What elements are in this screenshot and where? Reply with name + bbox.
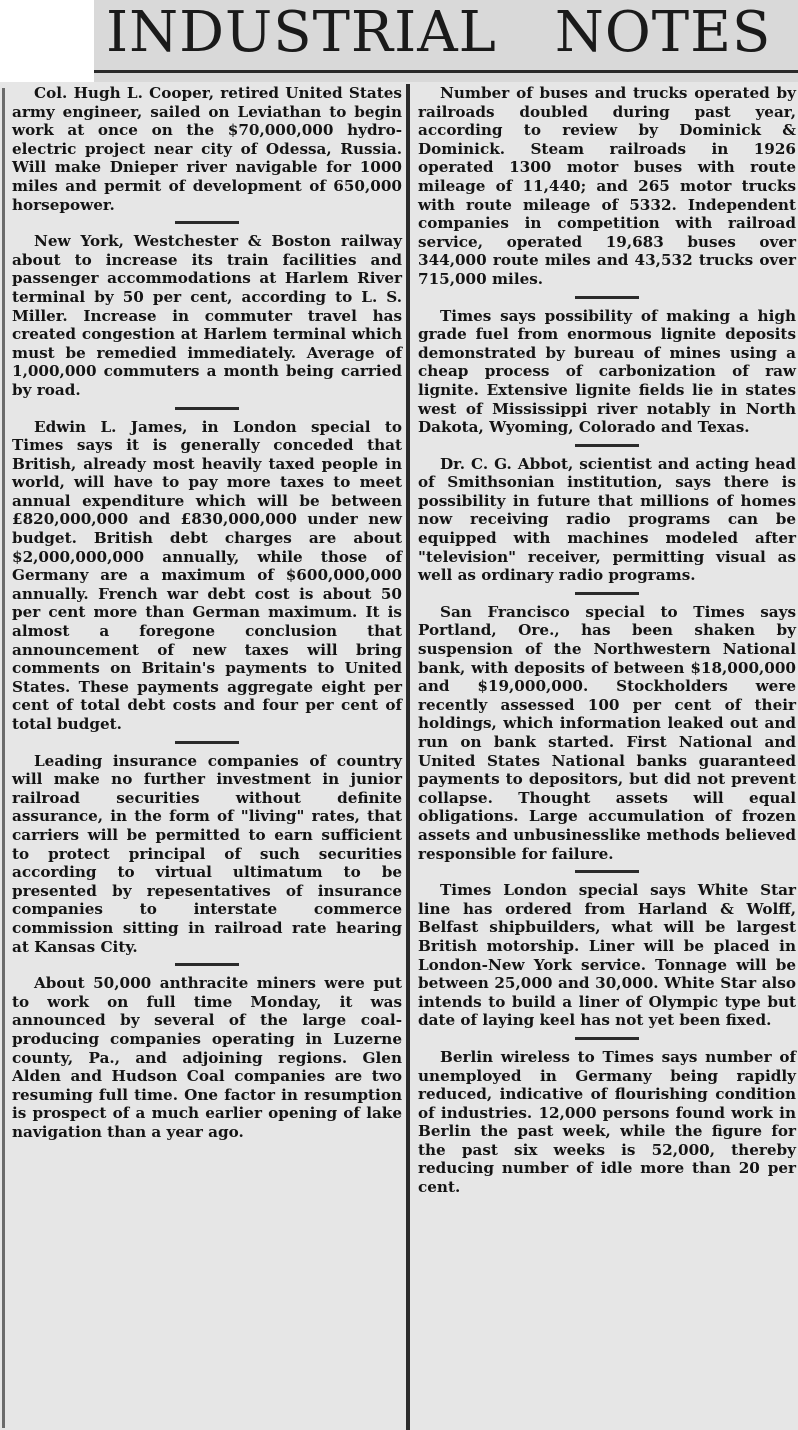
news-item: Leading insurance companies of country will make no further investment in junior railroad securities without definite assurance, in the form of "living" rates, that carriers will be permitted to earn sufficient to protect principal of such securities according to virtual ultimatum to be presented by repesentatives of insurance companies to interstate commerce commission sitting in railroad rate hearing at Kansas City. [12,751,402,956]
news-item: Col. Hugh L. Cooper, retired United States army engineer, sailed on Leviathan to begin work at once on the $70,000,000 hydro-electric project near city of Odessa, Russia. Will make Dnieper river navigable for 1000 miles and permit of development of 650,000 horsepower. [12,84,402,214]
news-item: Times says possibility of making a high grade fuel from enormous lignite deposits demonstrated by bureau of mines using a cheap process of carbonization of raw lignite. Extensive lignite fields lie in states west of Mississippi river notably in North Dakota, Wyoming, Colorado and Texas. [418,306,796,437]
page-title [106,2,786,64]
masthead [94,0,798,82]
right-column [418,84,796,1197]
news-item: New York, Westchester & Boston railway about to increase its train facilities and passenger accommodations at Harlem River terminal by 50 per cent, according to L. S. Miller. Increase in commuter travel has created congestion at Harlem terminal which must be remedied immediately. Average of 1,000,000 commuters a month being carried by road. [12,232,402,399]
page-corner-blank [0,0,94,82]
column-divider [406,84,410,1430]
item-separator [575,296,639,299]
news-item: San Francisco special to Times says Portland, Ore., has been shaken by suspension of the Northwestern National bank, with deposits of between $18,000,000 and $19,000,000. Stockholders were recently assessed 100 per cent of their holdings, which information leaked out and run on bank started. First National and United States National banks guaranteed payments to depositors, but did not prevent collapse. Thought assets will equal obligations. Large accumulation of frozen assets and unbusinesslike methods believed responsible for failure. [418,602,796,863]
news-item: Berlin wireless to Times says number of unemployed in Germany being rapidly reduced, indicative of flourishing condition of industries. 12,000 persons found work in Berlin the past week, while the figure for the past six weeks is 52,000, thereby reducing number of idle more than 20 per cent. [418,1047,796,1197]
item-separator [175,963,239,966]
item-separator [575,592,639,595]
news-item: Times London special says White Star line has ordered from Harland & Wolff, Belfast shipbuilders, what will be largest British motorship. Liner will be placed in London-New York service. Tonnage will be between 25,000 and 30,000. White Star also intends to build a liner of Olympic type but date of laying keel has not yet been fixed. [418,881,796,1030]
left-column [12,84,402,1141]
left-edge-rule [2,88,5,1428]
item-separator [175,741,239,744]
item-separator [175,221,239,224]
item-separator [575,870,639,873]
item-separator [575,1037,639,1040]
item-separator [175,407,239,410]
title-word-notes: NOTES [554,0,772,65]
item-separator [575,444,639,447]
masthead-rule [94,70,798,73]
news-item: Edwin L. James, in London special to Times says it is generally conceded that British, already most heavily taxed people in world, will have to pay more taxes to meet annual expenditure which will be between £820,000,000 and £830,000,000 under new budget. British debt charges are about $2,000,000,000 annually, while those of Germany are a maximum of $600,000,000 annually. French war debt cost is about 50 per cent more than German maximum. It is almost a foregone conclusion that announcement of new taxes will bring comments on Britain's payments to United States. These payments aggregate eight per cent of total debt costs and four per cent of total budget. [12,417,402,733]
news-item: About 50,000 anthracite miners were put to work on full time Monday, it was announced by several of the large coal-producing companies operating in Luzerne county, Pa., and adjoining regions. Glen Alden and Hudson Coal companies are two resuming full time. One factor in resumption is prospect of a much earlier opening of lake navigation than a year ago. [12,974,402,1141]
news-item: Number of buses and trucks operated by railroads doubled during past year, according to review by Dominick & Dominick. Steam railroads in 1926 operated 1300 motor buses with route mileage of 11,440; and 265 motor trucks with route mileage of 5332. Independent companies in competition with railroad service, operated 19,683 buses over 344,000 route miles and 43,532 trucks over 715,000 miles. [418,84,796,288]
title-word-industrial: INDUSTRIAL [106,0,497,65]
news-item: Dr. C. G. Abbot, scientist and acting head of Smithsonian institution, says there is possibility in future that millions of homes now receiving radio programs can be equipped with machines modeled after "television" receiver, permitting visual as well as ordinary radio programs. [418,454,796,585]
